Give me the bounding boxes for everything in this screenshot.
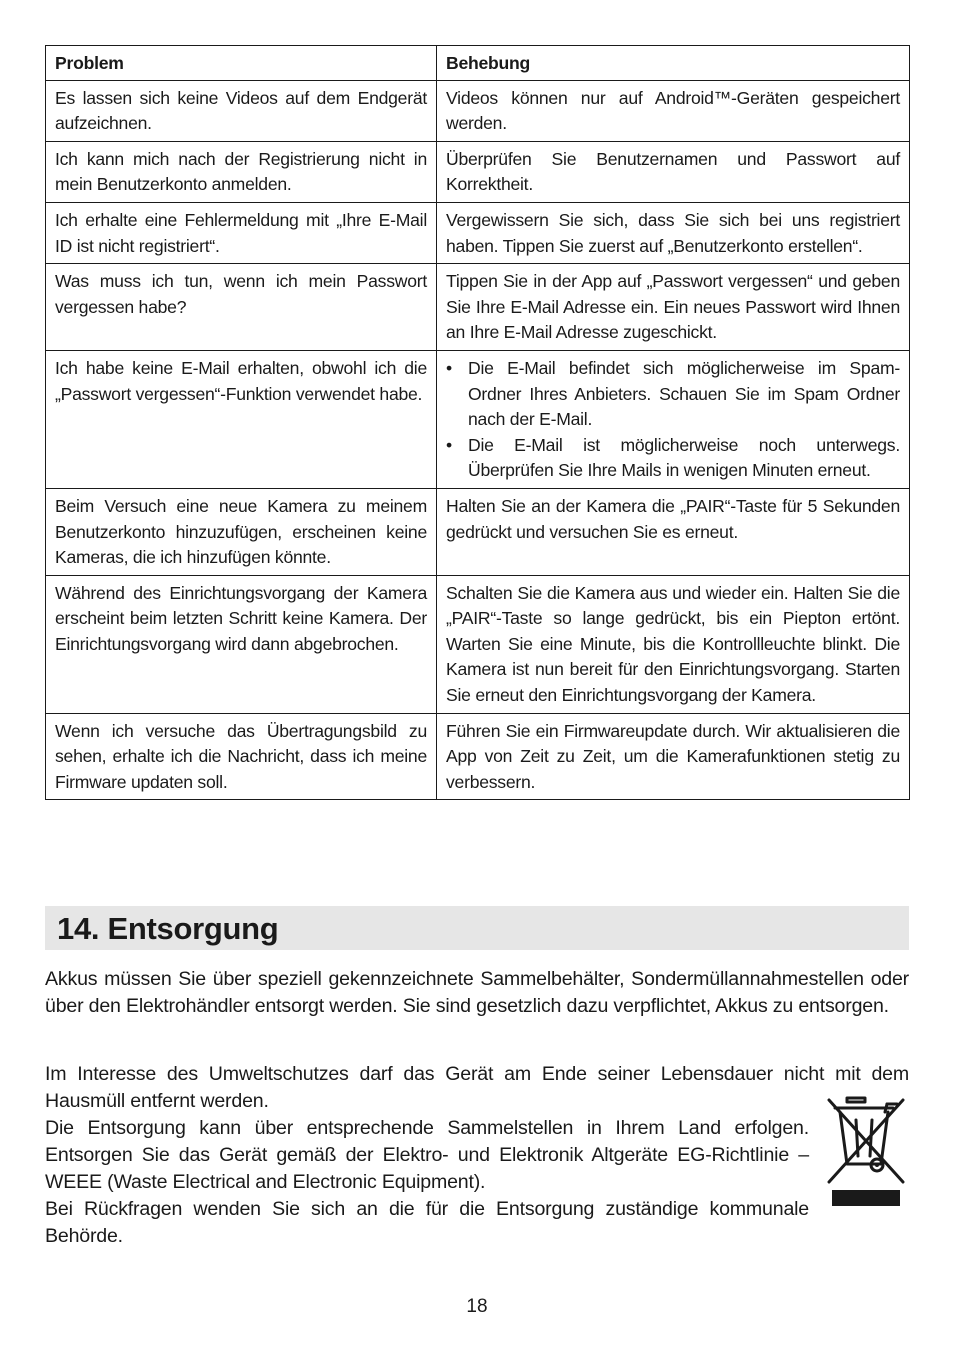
problem-cell: Es lassen sich keine Videos auf dem Endgerät aufzeichnen. <box>46 80 437 141</box>
bullet-icon: • <box>446 357 452 378</box>
bullet-text: Die E-Mail ist möglicherweise noch unterwegs. Überprüfen Sie Ihre Mails in wenigen Minuten erneut. <box>468 434 900 481</box>
table-row <box>46 264 910 351</box>
problem-cell: Ich erhalte eine Fehlermeldung mit „Ihre E-Mail ID ist nicht registriert“. <box>46 202 437 263</box>
problem-cell: Wenn ich versuche das Übertragungsbild zu sehen, erhalte ich die Nachricht, dass ich meine Firmware updaten soll. <box>46 713 437 800</box>
section-heading-bar <box>45 906 909 950</box>
solution-cell: Schalten Sie die Kamera aus und wieder ein. Halten Sie die „PAIR“-Taste so lange gedrückt, bis ein Piepton ertönt. Warten Sie eine Minute, bis die Kontrollleuchte blinkt. Die Kamera ist nun bereit für den Einrichtungsvorgang. Starten Sie erneut den Einrichtungsvorgang der Kamera. <box>437 575 910 713</box>
disposal-paragraph-authority: Bei Rückfragen wenden Sie sich an die für die Entsorgung zuständige kommunale Behörde. <box>45 1198 809 1247</box>
table-row <box>46 141 910 202</box>
disposal-paragraph-batteries: Akkus müssen Sie über speziell gekennzeichnete Sammelbehälter, Sondermüllannahmestellen oder über den Elektrohändler entsorgt werden. Sie sind gesetzlich dazu verpflichtet, Akkus zu entsorgen. <box>45 968 909 1017</box>
solution-cell: Überprüfen Sie Benutzernamen und Passwort auf Korrektheit. <box>437 141 910 202</box>
table-row <box>46 713 910 800</box>
solution-cell: Halten Sie an der Kamera die „PAIR“-Taste für 5 Sekunden gedrückt und versuchen Sie es erneut. <box>437 488 910 575</box>
bullet-text: Die E-Mail befindet sich möglicherweise im Spam-Ordner Ihres Anbieters. Schauen Sie im Spam Ordner nach der E-Mail. <box>468 357 900 430</box>
solution-cell: Tippen Sie in der App auf „Passwort vergessen“ und geben Sie Ihre E-Mail Adresse ein. Ein neues Passwort wird Ihnen an Ihre E-Mail Adresse zugeschickt. <box>437 264 910 351</box>
header-solution: Behebung <box>437 46 910 81</box>
table-row <box>46 80 910 141</box>
solution-bullet-item <box>446 433 900 484</box>
disposal-paragraph-collection: Die Entsorgung kann über entsprechende Sammelstellen in Ihrem Land erfolgen. Entsorgen Sie das Gerät gemäß der Elektro- und Elektronik Altgeräte EG-Richtlinie – WEEE (Waste Electrical and Electronic Equipment). <box>45 1117 809 1193</box>
problem-cell: Ich habe keine E-Mail erhalten, obwohl ich die „Passwort vergessen“-Funktion verwendet habe. <box>46 350 437 488</box>
disposal-paragraph-block <box>45 1115 809 1250</box>
table-header-row <box>46 46 910 81</box>
solution-bullet-item <box>446 356 900 433</box>
section-title: 14. Entsorgung <box>57 911 279 946</box>
disposal-paragraph-environment: Im Interesse des Umweltschutzes darf das Gerät am Ende seiner Lebensdauer nicht mit dem Hausmüll entfernt werden. <box>45 1063 909 1112</box>
table-row <box>46 575 910 713</box>
solution-cell: Videos können nur auf Android™-Geräten gespeichert werden. <box>437 80 910 141</box>
solution-cell: Führen Sie ein Firmwareupdate durch. Wir aktualisieren die App von Zeit zu Zeit, um die Kamerafunktionen stetig zu verbessern. <box>437 713 910 800</box>
crossed-out-wheeled-bin-icon <box>823 1092 909 1208</box>
solution-cell <box>437 350 910 488</box>
table-row <box>46 488 910 575</box>
bullet-icon: • <box>446 434 452 455</box>
table-row <box>46 350 910 488</box>
page-number: 18 <box>466 1296 488 1317</box>
solution-bullet-list <box>446 356 900 484</box>
problem-cell: Beim Versuch eine neue Kamera zu meinem Benutzerkonto hinzuzufügen, erscheinen keine Kameras, die ich hinzufügen könnte. <box>46 488 437 575</box>
table-row <box>46 202 910 263</box>
troubleshooting-table <box>45 45 910 800</box>
solution-cell: Vergewissern Sie sich, dass Sie sich bei uns registriert haben. Tippen Sie zuerst auf „Benutzerkonto erstellen“. <box>437 202 910 263</box>
problem-cell: Ich kann mich nach der Registrierung nicht in mein Benutzerkonto anmelden. <box>46 141 437 202</box>
header-problem: Problem <box>46 46 437 81</box>
problem-cell: Was muss ich tun, wenn ich mein Passwort vergessen habe? <box>46 264 437 351</box>
problem-cell: Während des Einrichtungsvorgang der Kamera erscheint beim letzten Schritt keine Kamera. Der Einrichtungsvorgang wird dann abgebrochen. <box>46 575 437 713</box>
